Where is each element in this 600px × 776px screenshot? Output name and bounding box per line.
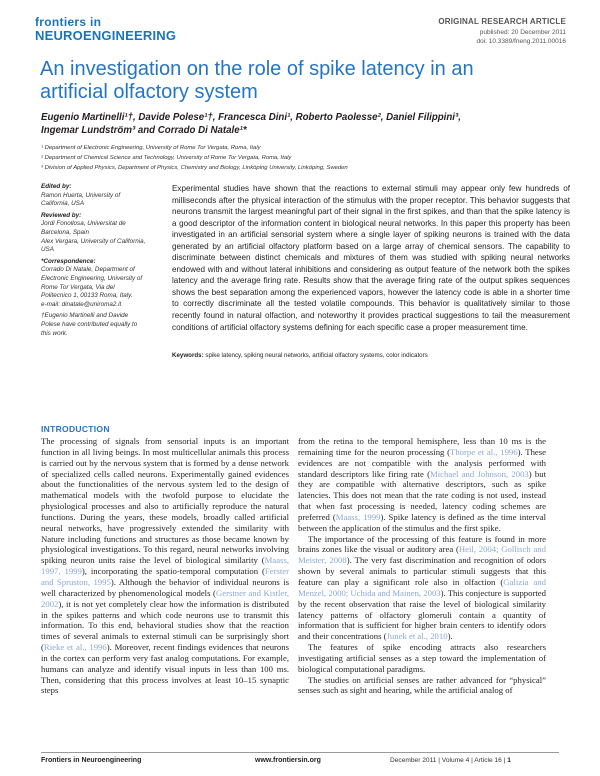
- text-run: ). These evidences are not compatible with the analysis performed with standard descriptors like firing rate (: [298, 446, 547, 479]
- text-run: ). Moreover, recent findings evidences that neurons in the cortex can perform very fast analog computations. For example, humans can analyze and identify visual inputs in less than 100 ms. Then, considering that this process involves at least 10–15 synaptic steps: [41, 642, 289, 696]
- reviewer-2: Alex Vergara, University of California, USA: [41, 237, 146, 254]
- keywords-label: Keywords:: [172, 352, 204, 359]
- citation-link[interactable]: Michael and Johnson, 2003: [430, 468, 529, 479]
- text-run: ). Spike latency is defined as the time interval between the application of the stimulus and the first spike.: [298, 511, 546, 533]
- authors-line-2: Ingemar Lundström³ and Corrado Di Natale¹*: [41, 124, 247, 136]
- edited-by-heading: Edited by:: [41, 183, 72, 190]
- footer-issue-info: [390, 757, 511, 764]
- citation-link[interactable]: Heil, 2004; Gollisch and Meister, 2008: [298, 544, 546, 566]
- body-column-right: [298, 436, 546, 696]
- citation-link[interactable]: Thorpe et al., 1996: [450, 446, 518, 457]
- affiliation-3: ³ Division of Applied Physics, Department of Physics, Chemistry and Biology, Linköping University, Linköping, Sweden: [41, 165, 348, 171]
- page-number: 1: [507, 757, 511, 764]
- reviewed-by-heading: Reviewed by:: [41, 211, 82, 219]
- section-heading-introduction: INTRODUCTION: [41, 424, 110, 434]
- journal-logo-line1: frontiers in: [35, 15, 102, 29]
- citation-link[interactable]: Rieke et al., 1996: [43, 642, 107, 653]
- published-date: published: 20 December 2011: [479, 29, 566, 36]
- text-run: ). This conjecture is supported by the recent observation that raise the level of biological similarity latency patterns of olfactory glomeruli contain a quantity of information that is sufficient for higher brain centers to identify odors and their concentrations (: [298, 587, 546, 642]
- editor: Ramon Huerta, University of California, USA: [41, 191, 121, 208]
- citation-link[interactable]: Ferster and Spruston, 1995: [41, 566, 289, 587]
- affiliation-2: ² Department of Chemical Science and Technology, University of Rome Tor Vergata, Roma, Italy: [41, 155, 292, 161]
- footer-website-link[interactable]: www.frontiersin.org: [255, 757, 321, 764]
- correspondence-heading: *Correspondence:: [41, 257, 96, 265]
- article-meta: [438, 17, 566, 46]
- body-column-left: [41, 436, 289, 696]
- footer-journal-name: Frontiers in Neuroengineering: [41, 757, 142, 764]
- doi-link[interactable]: doi: 10.3389/fneng.2011.00016: [476, 38, 566, 45]
- citation-link[interactable]: Gerstner and Kistler, 2002: [41, 587, 289, 609]
- article-type: ORIGINAL RESEARCH ARTICLE: [438, 17, 566, 26]
- keywords-list: spike latency, spiking neural networks, artificial olfactory systems, color indicators: [205, 352, 428, 359]
- citation-link[interactable]: Maass, 1999: [335, 511, 381, 522]
- text-run: ).: [447, 631, 453, 642]
- text-run: The importance of the processing of this feature is found in more brains zones like the visual or auditory area (: [298, 533, 546, 555]
- keywords: [172, 352, 570, 360]
- citation-link[interactable]: Galizia and Menzel, 2000; Uchida and Mainen, 2003: [298, 576, 546, 598]
- paragraph: [41, 436, 289, 696]
- text-run: ). The very fast discrimination and recognition of odors shown by several animals to particular stimuli suggests that this feature can play a significant role also in olfaction (: [298, 555, 546, 587]
- authors-line-1: Eugenio Martinelli¹†, Davide Polese¹†, Francesca Dini¹, Roberto Paolesse², Daniel Filippini³,: [41, 112, 461, 123]
- text-run: The processing of signals from sensorial inputs is an important function in all living beings. In most multicellular animals this process is carried out by the nervous system that is formed by a dense network of specialized cells called neurons. Experimentally gained evidences about the functionalities of the nervous system led to the design of mathematical models with the twofold purpose to elucidate the physiological processes and also to artificially reproduce the natural functions. During the years, these models, broadly called artificial neural networks, have progressively extended the similarity with Nature including functions and structures as those became known by physiological investigations. To this regard, neural networks involving spiking neuron units raise the level of biological similarity (: [41, 436, 289, 566]
- citation-link[interactable]: Maass, 1997, 1999: [41, 555, 289, 577]
- citation-link[interactable]: Junek et al., 2010: [386, 631, 448, 642]
- equal-contribution-note: †Eugenio Martinelli and Davide Polese have contributed equally to this work.: [41, 312, 138, 337]
- paragraph: The studies on artificial senses are rather advanced for “physical” senses such as sight and hearing, while the artificial analog of: [298, 674, 546, 696]
- text-run: ) but they are compatible with alternative descriptors, such as spike latencies. This does not mean that the rate coding is not used, instead that when fast processing is needed, latency coding schemes are preferred (: [298, 468, 546, 522]
- paragraph: [298, 534, 546, 642]
- affiliations: [41, 143, 581, 173]
- paragraph: The features of spike encoding attracts also researchers investigating artificial senses as a step toward the implementation of biological computational paradigms.: [298, 642, 546, 674]
- affiliation-1: ¹ Department of Electronic Engineering, University of Rome Tor Vergata, Roma, Italy: [41, 145, 261, 151]
- reviewer-1: Jordi Fonollosa, Universitat de Barcelona, Spain: [41, 220, 126, 236]
- footer-divider: [41, 752, 559, 753]
- journal-logo: [35, 16, 176, 42]
- journal-logo-line2: NEUROENGINEERING: [35, 28, 177, 43]
- text-run: from the retina to the temporal hemisphere, less than 10 ms is the remaining time for the neuron processing (: [298, 436, 546, 457]
- correspondence-address: Corrado Di Natale, Department of Electronic Engineering, University of Rome Tor Vergata, Via del Politecnico 1, 00133 Roma, Italy.: [41, 266, 143, 300]
- abstract: Experimental studies have shown that the reactions to external stimuli may appear only few hundreds of milliseconds after the physical interaction of the stimulus with the proper receptor. This behavior suggests that neurons transmit the largest meaningful part of their signal in the first spikes, and than that the spike latency is a good descriptor of the information content in biological neural networks. In this paper this property has been investigated in an artificial sensorial system where a single layer of spiking neurons is trained with the data generated by an artificial olfactory platform based on a large array of chemical sensors. The capability to discriminate between distinct chemicals and mixtures of them was studied with spiking neural networks endowed with and without lateral inhibitions and considering as output feature of the network both the spikes latency and the average firing rate. Results show that the average firing rate of the output spikes sequences shows the best separation among the experienced vapors, however the latency code is able in a shorter time to correctly discriminate all the tested volatile compounds. This behavior is qualitatively similar to those recently found in natural olfaction, and noteworthy it provides practical suggestions to tail the measurement conditions of artificial olfactory systems defining for each specific case a proper measurement time.: [172, 184, 570, 332]
- footer-issue-text: December 2011 | Volume 4 | Article 16 |: [390, 757, 506, 764]
- author-list: [41, 112, 581, 137]
- text-run: ), incorporating the spatio-temporal computation (: [81, 566, 265, 577]
- page-title: An investigation on the role of spike latency in an artificial olfactory system: [40, 58, 474, 103]
- text-run: ). Although the behavior of individual neurons is well characterized by phenomenological models (: [41, 576, 289, 598]
- text-run: ), it is not yet completely clear how the information is distributed in the spikes patterns and which code neurons use to transmit this information. To this end, behavioral studies show that the reaction times of several animals to external stimuli can be surprisingly short (: [41, 598, 289, 653]
- paragraph: [298, 436, 546, 534]
- article-sidebar: [41, 183, 146, 341]
- correspondence-email[interactable]: e-mail: dinatale@uniroma2.it: [41, 300, 122, 308]
